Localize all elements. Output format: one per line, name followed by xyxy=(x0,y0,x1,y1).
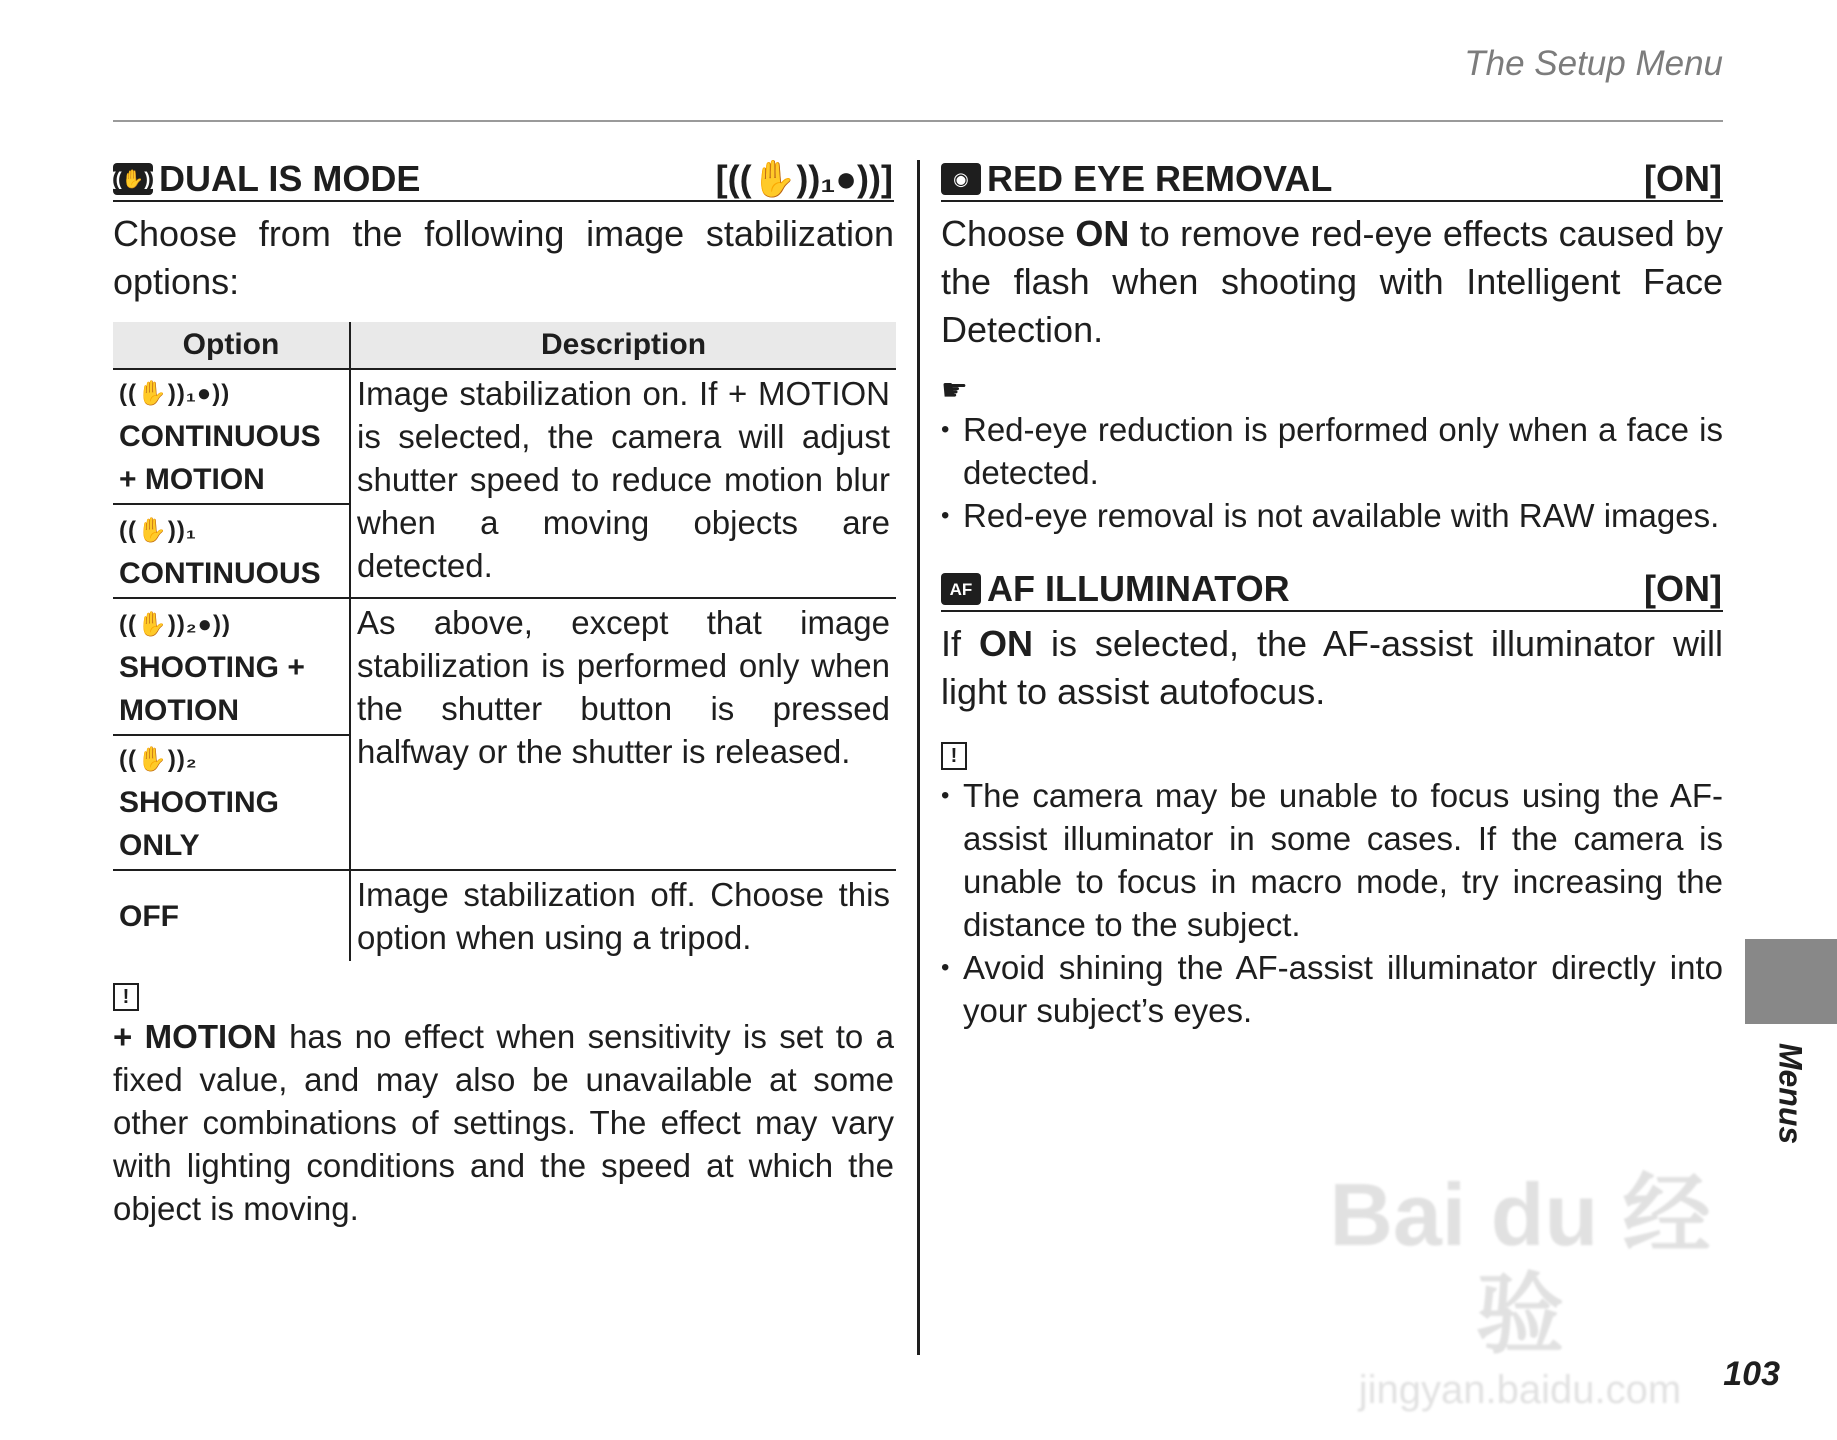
note-body: has no effect when sensitivity is set to a fixed value, and may also be unavailable at some other combinations of settings. The effect may vary with lighting conditions and the speed at which the object is moving. xyxy=(113,1018,894,1227)
text-span: to remove red-eye effects caused by the flash when shooting with Intelligent Face Detection. xyxy=(941,213,1723,350)
red-eye-text xyxy=(941,210,1723,354)
list-item: • Avoid shining the AF-assist illuminator directly into your subject’s eyes. xyxy=(941,946,1723,1032)
running-head: The Setup Menu xyxy=(1464,44,1723,83)
option-cell xyxy=(113,735,350,870)
option-label: OFF xyxy=(119,899,179,933)
caution-block xyxy=(941,374,1723,537)
options-table xyxy=(113,322,896,961)
list-item: • The camera may be unable to focus using the AF-assist illuminator in some cases. If the camera is unable to focus in macro mode, try increasing the distance to the subject. xyxy=(941,774,1723,946)
pointing-hand-icon: ☛ xyxy=(941,374,968,407)
note-icon: ! xyxy=(941,742,967,770)
note-icon: ! xyxy=(113,983,139,1011)
baidu-watermark xyxy=(1300,1165,1740,1412)
shooting-motion-icon: ((✋))₂●)) xyxy=(119,611,231,638)
intro-text: Choose from the following image stabilization options: xyxy=(113,213,894,302)
note-lead: + MOTION xyxy=(113,1018,277,1055)
watermark-url: jingyan.baidu.com xyxy=(1358,1368,1682,1412)
column-divider xyxy=(917,160,920,1355)
text-span: is selected, the AF-assist illuminator will light to assist autofocus. xyxy=(941,623,1724,712)
list-item: • Red-eye removal is not available with RAW images. xyxy=(941,494,1723,537)
on-keyword: ON xyxy=(978,623,1033,664)
section-default-value: [ON] xyxy=(1644,158,1722,199)
list-item: • Red-eye reduction is performed only when a face is detected. xyxy=(941,408,1723,494)
section-tab-label: Menus xyxy=(1772,1042,1809,1145)
section-heading-af xyxy=(941,565,1723,612)
option-label: SHOOTING ONLY xyxy=(119,786,280,862)
shooting-only-icon: ((✋))₂ xyxy=(119,746,198,773)
header-rule xyxy=(113,120,1723,122)
caution-list xyxy=(941,408,1723,537)
option-cell xyxy=(113,598,350,735)
option-label: SHOOTING + MOTION xyxy=(119,651,305,727)
text-span: Choose xyxy=(941,213,1076,254)
option-cell xyxy=(113,504,350,598)
section-heading-red-eye xyxy=(941,155,1723,202)
continuous-motion-icon: ((✋))₁●)) xyxy=(119,380,231,407)
af-illuminator-icon: AF xyxy=(941,573,981,605)
section-default-value: [((✋))₁●))] xyxy=(715,158,893,199)
watermark-logo: Bai du 经验 xyxy=(1329,1165,1711,1364)
page-number: 103 xyxy=(1723,1355,1780,1393)
option-label: CONTINUOUS xyxy=(119,557,321,590)
description-cell: As above, except that image stabilization is performed only when the shutter button is pressed halfway or the shutter is released. xyxy=(350,598,896,870)
section-thumb-tab xyxy=(1745,939,1837,1024)
section-title: AF ILLUMINATOR xyxy=(987,568,1290,609)
column-header-option: Option xyxy=(113,322,350,369)
note-block xyxy=(113,983,894,1230)
option-label: CONTINUOUS + MOTION xyxy=(119,420,321,496)
note-block xyxy=(941,742,1723,1032)
on-keyword: ON xyxy=(1075,213,1130,254)
option-cell xyxy=(113,870,350,961)
dual-is-mode-icon: ((✋)) xyxy=(113,163,153,195)
left-column xyxy=(109,155,894,1230)
af-text xyxy=(941,620,1723,716)
section-title: RED EYE REMOVAL xyxy=(987,158,1333,199)
column-header-description: Description xyxy=(350,322,896,369)
option-cell xyxy=(113,369,350,504)
section-title: DUAL IS MODE xyxy=(159,158,421,199)
text-span: If xyxy=(941,623,979,664)
description-cell: Image stabilization off. Choose this option when using a tripod. xyxy=(357,876,890,956)
note-text xyxy=(113,1015,894,1230)
continuous-icon: ((✋))₁ xyxy=(119,517,197,544)
red-eye-icon: ◉ xyxy=(941,163,981,195)
section-default-value: [ON] xyxy=(1644,568,1722,609)
section-heading-dual-is xyxy=(109,155,894,202)
note-list xyxy=(941,774,1723,1032)
right-column xyxy=(941,155,1723,1032)
description-cell: Image stabilization on. If + MOTION is selected, the camera will adjust shutter speed to reduce motion blur when a moving objects are detected. xyxy=(350,369,896,598)
